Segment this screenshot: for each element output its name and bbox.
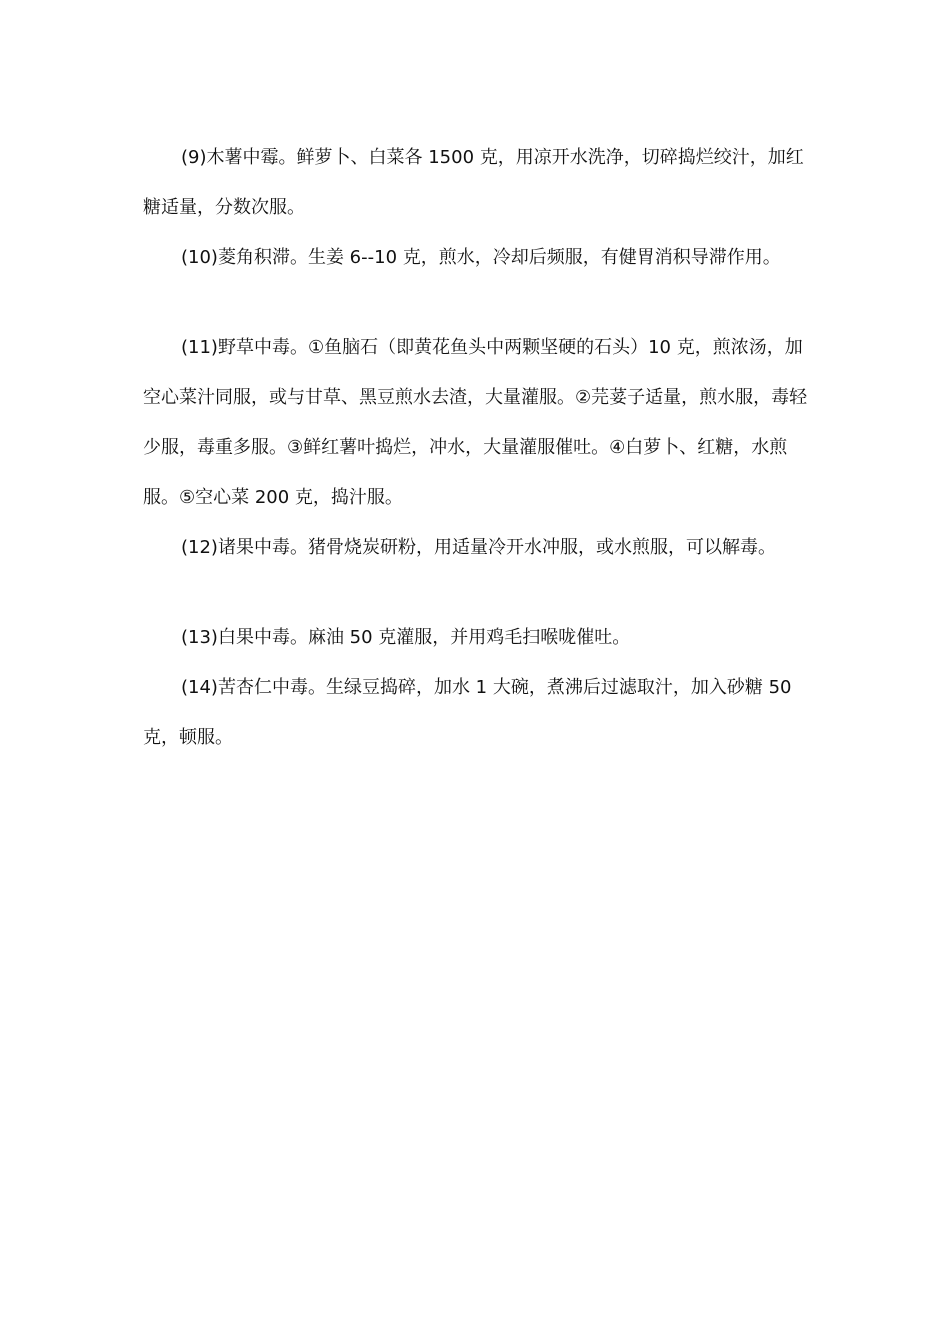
paragraph-9: (9)木薯中霉。鲜萝卜、白菜各 1500 克，用凉开水洗净，切碎捣烂绞汁，加红糖适量，分数次服。 xyxy=(143,147,804,218)
paragraph-13: (13)白果中毒。麻油 50 克灌服，并用鸡毛扫喉咙催吐。 xyxy=(181,627,631,648)
paragraph-spacer xyxy=(143,573,808,613)
paragraph-11: (11)野草中毒。①鱼脑石（即黄花鱼头中两颗坚硬的石头）10 克，煎浓汤，加空心菜汁同服，或与甘草、黑豆煎水去渣，大量灌服。②芫荽子适量，煎水服，毒轻少服，毒重多服。③鲜红薯叶捣烂，冲水，大量灌服催吐。④白萝卜、红糖，水煎服。⑤空心菜 200 克，捣汁服。 xyxy=(143,337,808,508)
paragraph-14: (14)苦杏仁中毒。生绿豆捣碎，加水 1 大碗，煮沸后过滤取汁，加入砂糖 50 克，顿服。 xyxy=(143,677,792,748)
document-body xyxy=(143,133,808,763)
paragraph-12: (12)诸果中毒。猪骨烧炭研粉，用适量冷开水冲服，或水煎服，可以解毒。 xyxy=(181,537,776,558)
paragraph-spacer xyxy=(143,283,808,323)
paragraph-10: (10)菱角积滞。生姜 6--10 克，煎水，冷却后频服，有健胃消积导滞作用。 xyxy=(181,247,781,268)
